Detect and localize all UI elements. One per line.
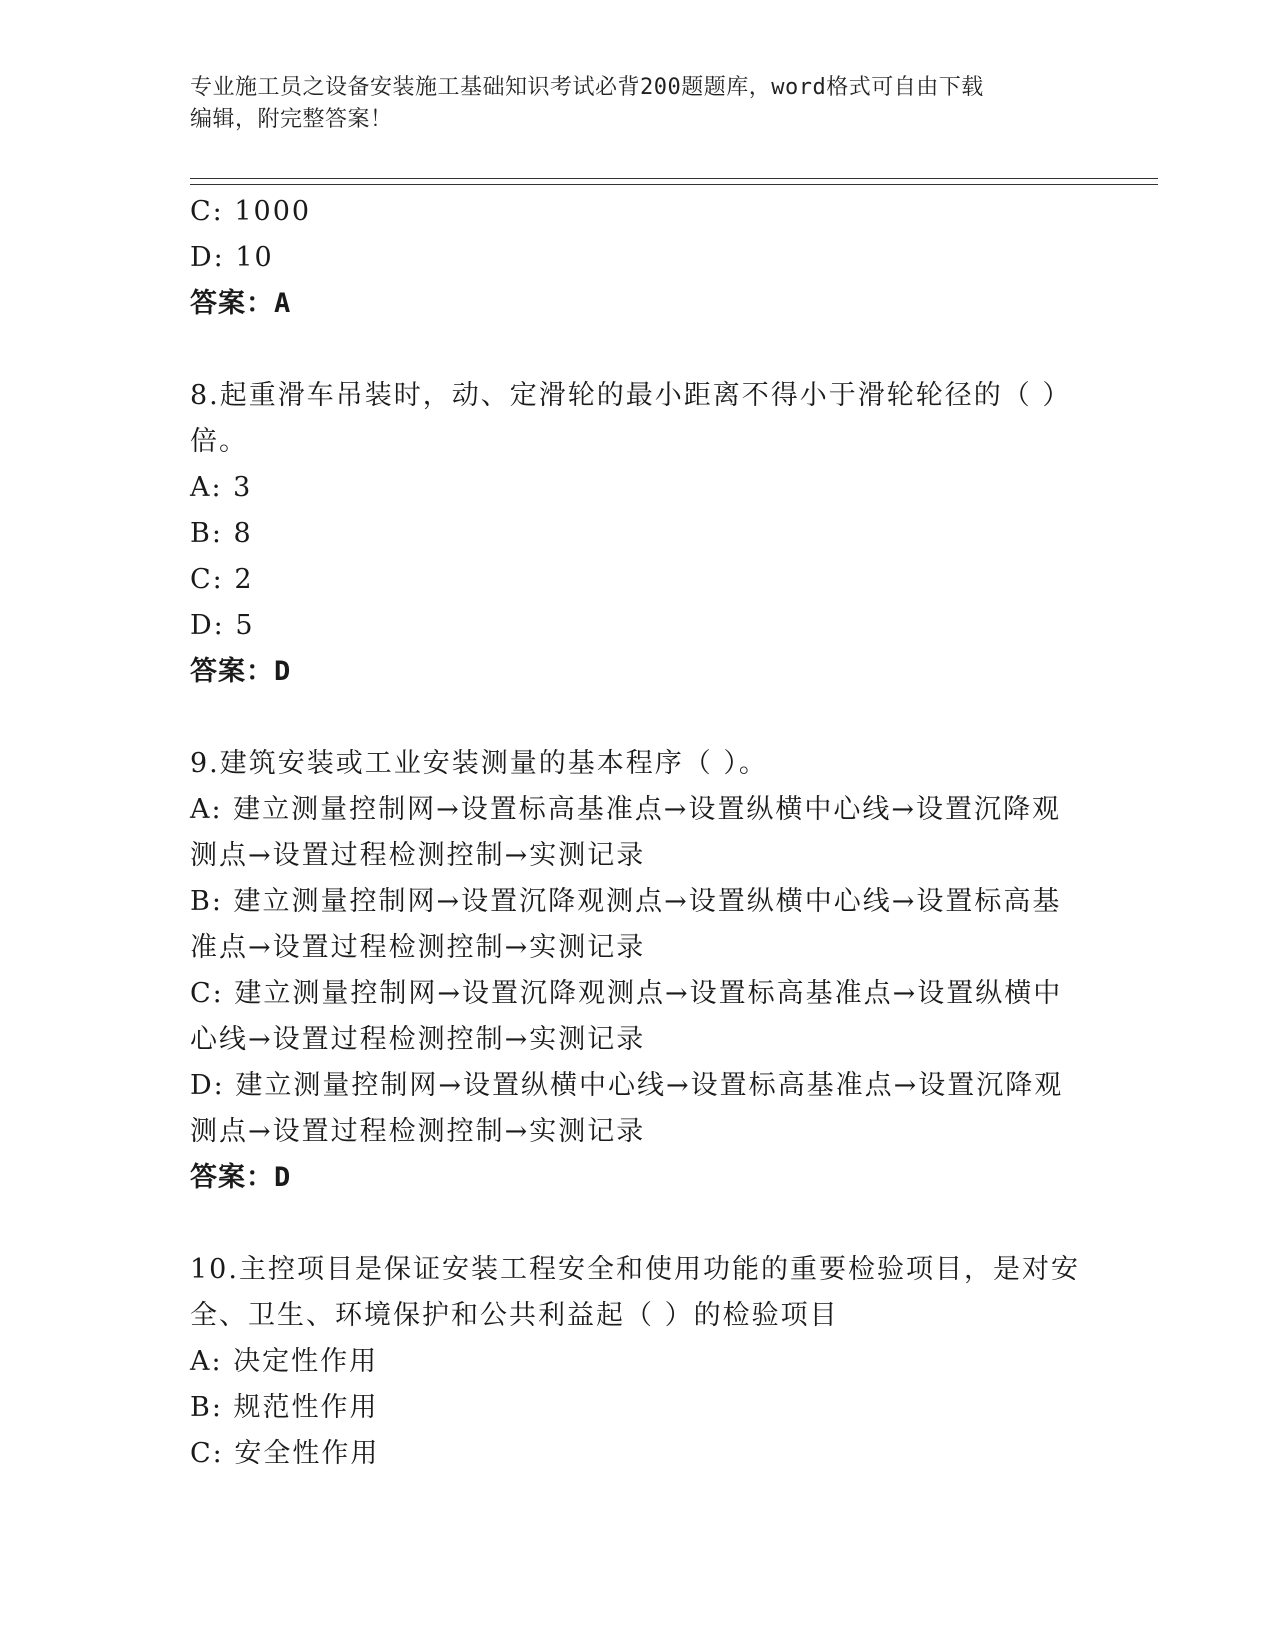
q8-option-b: B: 8 xyxy=(190,518,253,549)
q7-answer: 答案：A xyxy=(190,288,292,319)
q9-option-c-line-1: C: 建立测量控制网→设置沉降观测点→设置标高基准点→设置纵横中 xyxy=(190,978,1063,1009)
q9-option-b-line-1: B: 建立测量控制网→设置沉降观测点→设置纵横中心线→设置标高基 xyxy=(190,886,1062,917)
q9-option-b-line-2: 准点→设置过程检测控制→实测记录 xyxy=(190,932,646,963)
question-content xyxy=(190,189,1090,1477)
q9-answer: 答案：D xyxy=(190,1162,292,1193)
q9-option-a-line-1: A: 建立测量控制网→设置标高基准点→设置纵横中心线→设置沉降观 xyxy=(190,794,1062,825)
spacer xyxy=(190,695,1090,741)
q7-option-d: D: 10 xyxy=(190,242,274,273)
header-title-line-1: 专业施工员之设备安装施工基础知识考试必背200题题库，word格式可自由下载 xyxy=(190,75,984,100)
spacer xyxy=(190,1201,1090,1247)
q7-option-c: C: 1000 xyxy=(190,196,312,227)
q10-option-c: C: 安全性作用 xyxy=(190,1438,380,1469)
q8-option-c: C: 2 xyxy=(190,564,254,595)
header-divider-top xyxy=(190,178,1158,179)
q9-option-d-line-1: D: 建立测量控制网→设置纵横中心线→设置标高基准点→设置沉降观 xyxy=(190,1070,1064,1101)
q8-stem-line-2: 倍。 xyxy=(190,426,248,457)
question-10 xyxy=(190,1247,1090,1477)
q10-stem-line-1: 10.主控项目是保证安装工程安全和使用功能的重要检验项目，是对安 xyxy=(190,1254,1080,1285)
q10-stem-line-2: 全、卫生、环境保护和公共利益起（ ）的检验项目 xyxy=(190,1300,839,1331)
q9-option-c-line-2: 心线→设置过程检测控制→实测记录 xyxy=(190,1024,646,1055)
question-8 xyxy=(190,373,1090,695)
q10-option-b: B: 规范性作用 xyxy=(190,1392,379,1423)
q10-option-a: A: 决定性作用 xyxy=(190,1346,379,1377)
header-divider-bottom xyxy=(190,184,1158,185)
q8-option-a: A: 3 xyxy=(190,472,253,503)
q9-stem: 9.建筑安装或工业安装测量的基本程序（ ）。 xyxy=(190,748,768,779)
header-title-line-2: 编辑，附完整答案！ xyxy=(190,107,393,132)
q8-answer: 答案：D xyxy=(190,656,292,687)
q8-option-d: D: 5 xyxy=(190,610,255,641)
q9-option-a-line-2: 测点→设置过程检测控制→实测记录 xyxy=(190,840,646,871)
question-7-tail xyxy=(190,189,1090,327)
spacer xyxy=(190,327,1090,373)
q9-option-d-line-2: 测点→设置过程检测控制→实测记录 xyxy=(190,1116,646,1147)
question-9 xyxy=(190,741,1090,1201)
q8-stem-line-1: 8.起重滑车吊装时，动、定滑轮的最小距离不得小于滑轮轮径的（ ） xyxy=(190,380,1072,411)
document-header xyxy=(190,72,1090,136)
